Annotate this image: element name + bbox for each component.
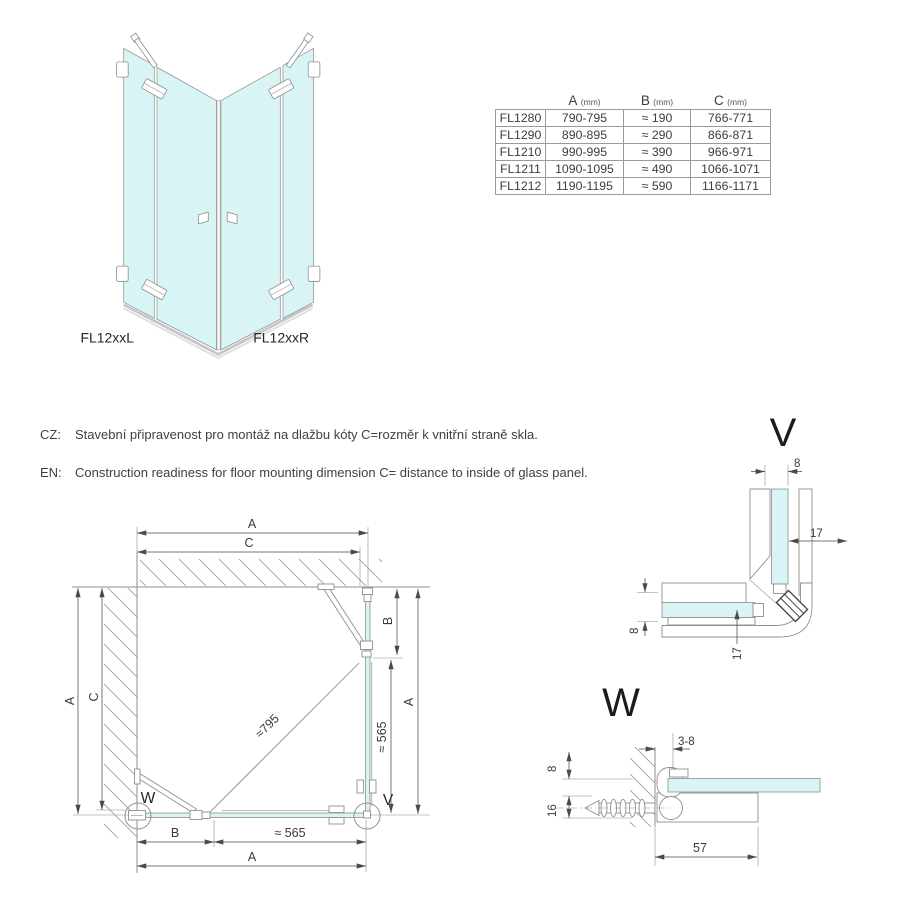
table-row: FL1290 890-895 ≈ 290 866-871	[496, 127, 771, 144]
table-row: FL1211 1090-1095 ≈ 490 1066-1071	[496, 161, 771, 178]
svg-text:B: B	[170, 826, 180, 840]
svg-text:17: 17	[732, 647, 744, 660]
model-label-left: FL12xxL	[80, 329, 134, 346]
glass-bottom-section	[662, 603, 755, 618]
note-en	[40, 465, 588, 480]
support-bars	[131, 33, 313, 68]
plan-glass-panels	[139, 589, 372, 818]
detail-v-drawing	[625, 400, 895, 675]
table-row: FL1212 1190-1195 ≈ 590 1166-1171	[496, 178, 771, 195]
size-table-header: A (mm) B (mm) C (mm)	[568, 93, 747, 108]
detail-v-label: V	[382, 792, 394, 809]
svg-text:C: C	[244, 536, 254, 550]
svg-text:A: A	[247, 850, 257, 864]
svg-text:8: 8	[547, 765, 559, 772]
glass-panel-section	[668, 779, 820, 793]
wall-profile-section	[657, 768, 820, 823]
note-cz	[40, 427, 538, 442]
detail-w-title: W	[602, 681, 640, 725]
size-table	[495, 92, 771, 195]
svg-text:3-8: 3-8	[678, 736, 695, 748]
col-a: A	[568, 93, 578, 108]
model-label-right: FL12xxR	[253, 329, 310, 346]
isometric-drawing	[40, 8, 400, 383]
diagonal-dim: ≈795	[252, 711, 282, 741]
svg-text:A: A	[247, 517, 257, 531]
note-cz-label: CZ:	[40, 427, 61, 442]
svg-text:A: A	[402, 697, 416, 707]
svg-text:B: B	[381, 616, 395, 626]
plan-fittings	[129, 584, 377, 824]
col-c: C	[714, 93, 724, 108]
detail-w-label: W	[140, 790, 156, 807]
svg-text:A: A	[63, 696, 77, 706]
plan-view-drawing	[30, 505, 450, 895]
svg-text:57: 57	[693, 841, 707, 855]
svg-text:≈ 565: ≈ 565	[274, 826, 306, 840]
note-cz-text: Stavební připravenost pro montáž na dlažbu kóty C=rozměr k vnitřní straně skla.	[75, 427, 538, 442]
svg-text:C: C	[87, 692, 101, 702]
table-row: FL1280 790-795 ≈ 190 766-771	[496, 110, 771, 127]
svg-text:8: 8	[794, 458, 801, 470]
glass-side-section	[772, 489, 789, 584]
detail-v-title: V	[769, 411, 797, 455]
table-row: FL1210 990-995 ≈ 390 966-971	[496, 144, 771, 161]
svg-text:8: 8	[629, 627, 641, 634]
col-b: B	[640, 93, 650, 108]
svg-text:17: 17	[810, 528, 823, 540]
detail-w-drawing	[540, 672, 900, 880]
svg-text:16: 16	[547, 804, 559, 817]
note-en-text: Construction readiness for floor mounting dimension C= distance to inside of glass panel.	[75, 465, 588, 480]
diagonal-line	[210, 663, 359, 812]
svg-text:≈ 565: ≈ 565	[375, 721, 389, 753]
corner-profile	[217, 101, 221, 350]
note-en-label: EN:	[40, 465, 62, 480]
